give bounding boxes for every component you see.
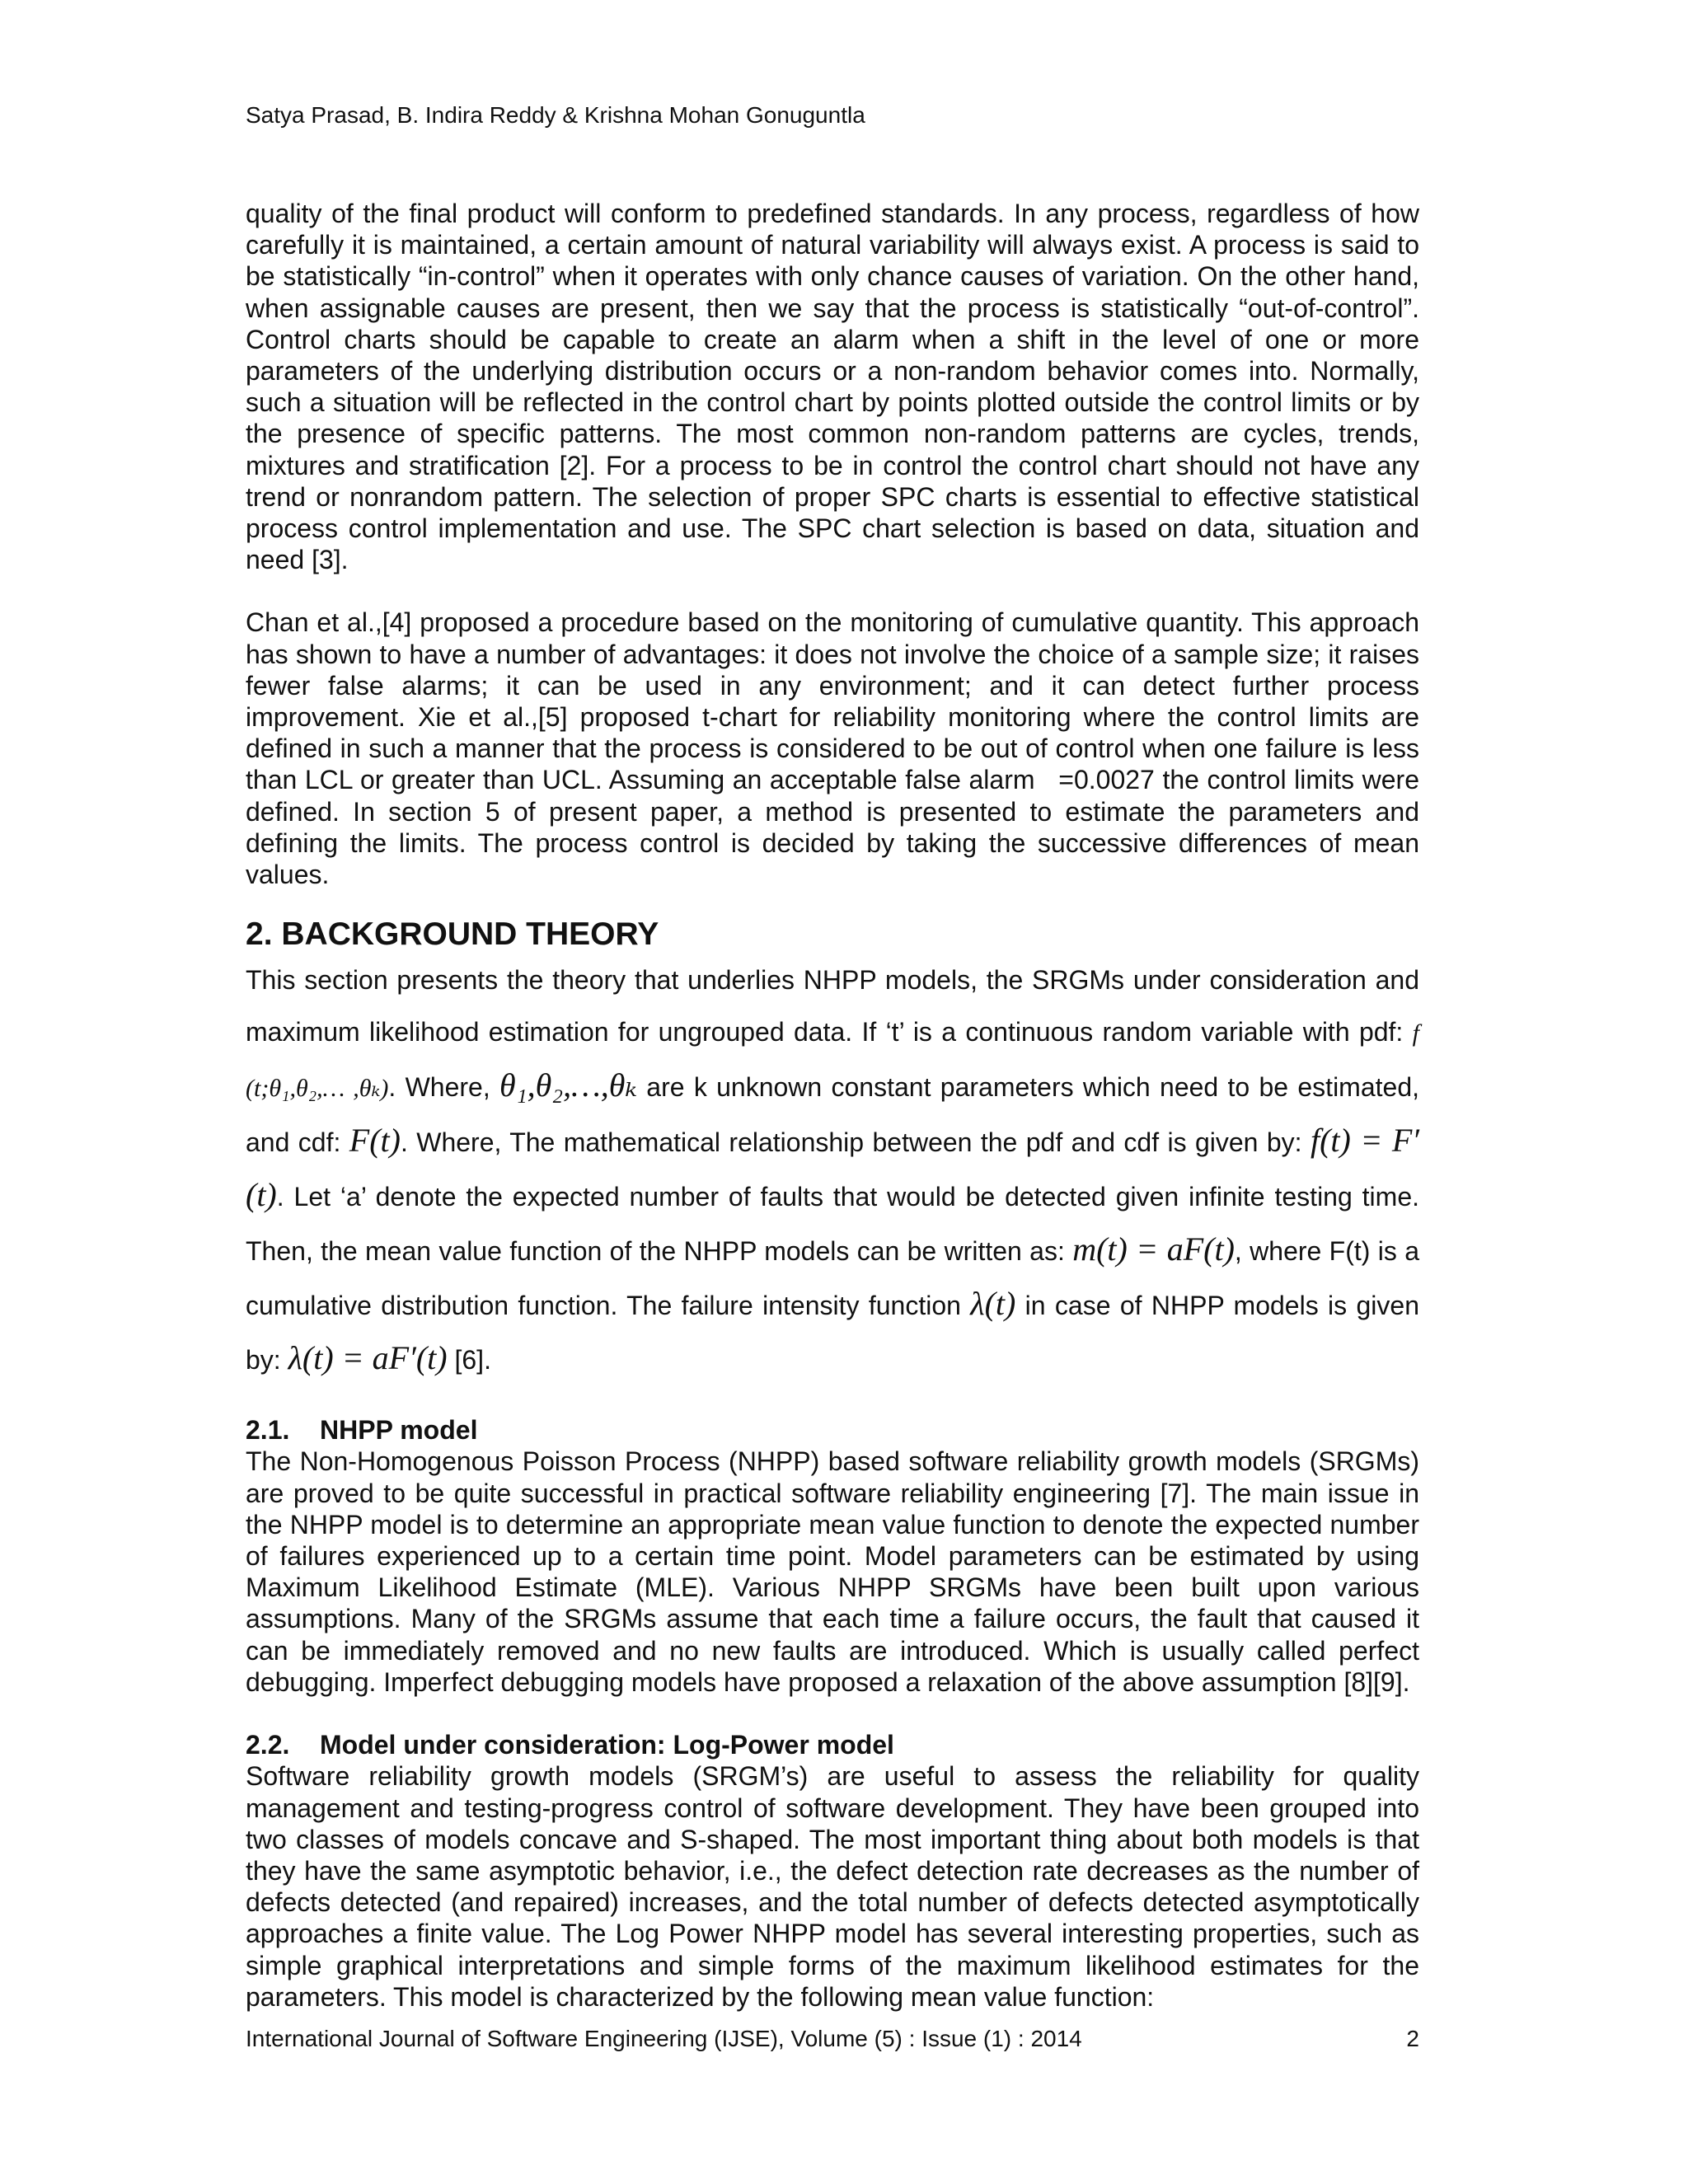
- text-span: in case of NHPP models is given by:: [246, 1291, 1420, 1376]
- body-column: [246, 198, 1419, 2013]
- text-span: . Where,: [388, 1072, 500, 1103]
- paragraph-background-theory: [246, 954, 1419, 1386]
- running-head-authors: Satya Prasad, B. Indira Reddy & Krishna Mohan Gonuguntla: [246, 102, 865, 128]
- paragraph-related-work: Chan et al.,[4] proposed a procedure based on the monitoring of cumulative quantity. This approach has shown to have a number of advantages: it does not involve the choice of a sample size; it raises fewer false alarms; it can be used in any environment; and it can detect further process improvement. Xie et al.,[5] proposed t-chart for reliability monitoring where the control limits are defined in such a manner that the process is considered to be out of control when one failure is less than LCL or greater than UCL. Assuming an acceptable false alarm =0.0027 the control limits were defined. In section 5 of present paper, a method is presented to estimate the parameters and defining the limits. The process control is decided by taking the successive differences of mean values.: [246, 607, 1419, 890]
- footer-journal-citation: International Journal of Software Engineering (IJSE), Volume (5) : Issue (1) : 2014: [246, 2026, 1082, 2051]
- math-lambda: λ(t): [970, 1285, 1016, 1323]
- text-span: , where F(t) is a cumulative distribution function. The failure intensity function: [246, 1236, 1419, 1321]
- text-span: . Where, The mathematical relationship between the pdf and cdf is given by:: [400, 1127, 1311, 1158]
- section-heading-background-theory: 2. BACKGROUND THEORY: [246, 916, 659, 953]
- math-pdf: f (t;θ₁,θ₂,… ,θₖ): [246, 1019, 1419, 1103]
- paragraph-gap: [246, 1698, 1419, 1729]
- paragraph-gap: [246, 575, 1419, 607]
- paragraph-control-charts: quality of the final product will conform to predefined standards. In any process, regardless of how carefully it is maintained, a certain amount of natural variability will always exist. A process is said to be statistically “in-control” when it operates with only chance causes of variation. On the other hand, when assignable causes are present, then we say that the process is statistically “out-of-control”. Control charts should be capable to create an alarm when a shift in the level of one or more parameters of the underlying distribution occurs or a non-random behavior comes into. Normally, such a situation will be reflected in the control chart by points plotted outside the control limits or by the presence of specific patterns. The most common non-random patterns are cycles, trends, mixtures and stratification [2]. For a process to be in control the control chart should not have any trend or nonrandom pattern. The selection of proper SPC charts is essential to effective statistical process control implementation and use. The SPC chart selection is based on data, situation and need [3].: [246, 199, 1419, 575]
- paragraph-log-power-model: Software reliability growth models (SRGM’s) are useful to assess the reliability for quality management and testing-progress control of software development. They have been grouped into two classes of models concave and S-shaped. The most important thing about both models is that they have the same asymptotic behavior, i.e., the defect detection rate decreases as the number of defects detected (and repaired) increases, and the total number of defects detected asymptotically approaches a finite value. The Log Power NHPP model has several interesting properties, such as simple graphical interpretations and simple forms of the maximum likelihood estimates for the parameters. This model is characterized by the following mean value function:: [246, 1761, 1419, 2012]
- subsection-heading-nhpp-model: [246, 1414, 1419, 1446]
- page-number: 2: [1406, 2026, 1419, 2051]
- math-failure-intensity: λ(t) = aF′(t): [288, 1339, 448, 1377]
- math-thetas: θ₁,θ₂,…,θₖ: [499, 1066, 637, 1104]
- text-span: are k unknown constant parameters which need to be estimated, and cdf:: [246, 1072, 1420, 1158]
- subsection-title: Model under consideration: Log-Power model: [320, 1730, 894, 1760]
- math-cdf: F(t): [349, 1122, 401, 1160]
- subsection-number: 2.2.: [246, 1730, 290, 1760]
- paragraph-nhpp-model: The Non-Homogenous Poisson Process (NHPP) based software reliability growth models (SRGMs) are proved to be quite successful in practical software reliability engineering [7]. The main issue in the NHPP model is to determine an appropriate mean value function to denote the expected number of failures experienced up to a certain time point. Model parameters can be estimated by using Maximum Likelihood Estimate (MLE). Various NHPP SRGMs have been built upon various assumptions. Many of the SRGMs assume that each time a failure occurs, the fault that caused it can be immediately removed and no new faults are introduced. Which is usually called perfect debugging. Imperfect debugging models have proposed a relaxation of the above assumption [8][9].: [246, 1446, 1419, 1697]
- subsection-number: 2.1.: [246, 1415, 290, 1446]
- page-footer: [246, 2026, 1419, 2052]
- math-pdf-cdf-relation: f(t) = F′(t): [246, 1122, 1420, 1214]
- paragraph-gap: [246, 1386, 1419, 1414]
- text-span: [6].: [447, 1345, 491, 1376]
- math-mean-value-function: m(t) = aF(t): [1072, 1230, 1235, 1268]
- text-span: . Let ‘a’ denote the expected number of faults that would be detected given infinite testing time. Then, the mean value function of the NHPP models can be written as:: [246, 1182, 1419, 1267]
- text-span: This section presents the theory that underlies NHPP models, the SRGMs under consideration and maximum likelihood estimation for ungrouped data. If ‘t’ is a continuous random variable with pdf:: [246, 965, 1419, 1047]
- subsection-heading-log-power-model: [246, 1729, 1419, 1760]
- subsection-title: NHPP model: [320, 1415, 478, 1446]
